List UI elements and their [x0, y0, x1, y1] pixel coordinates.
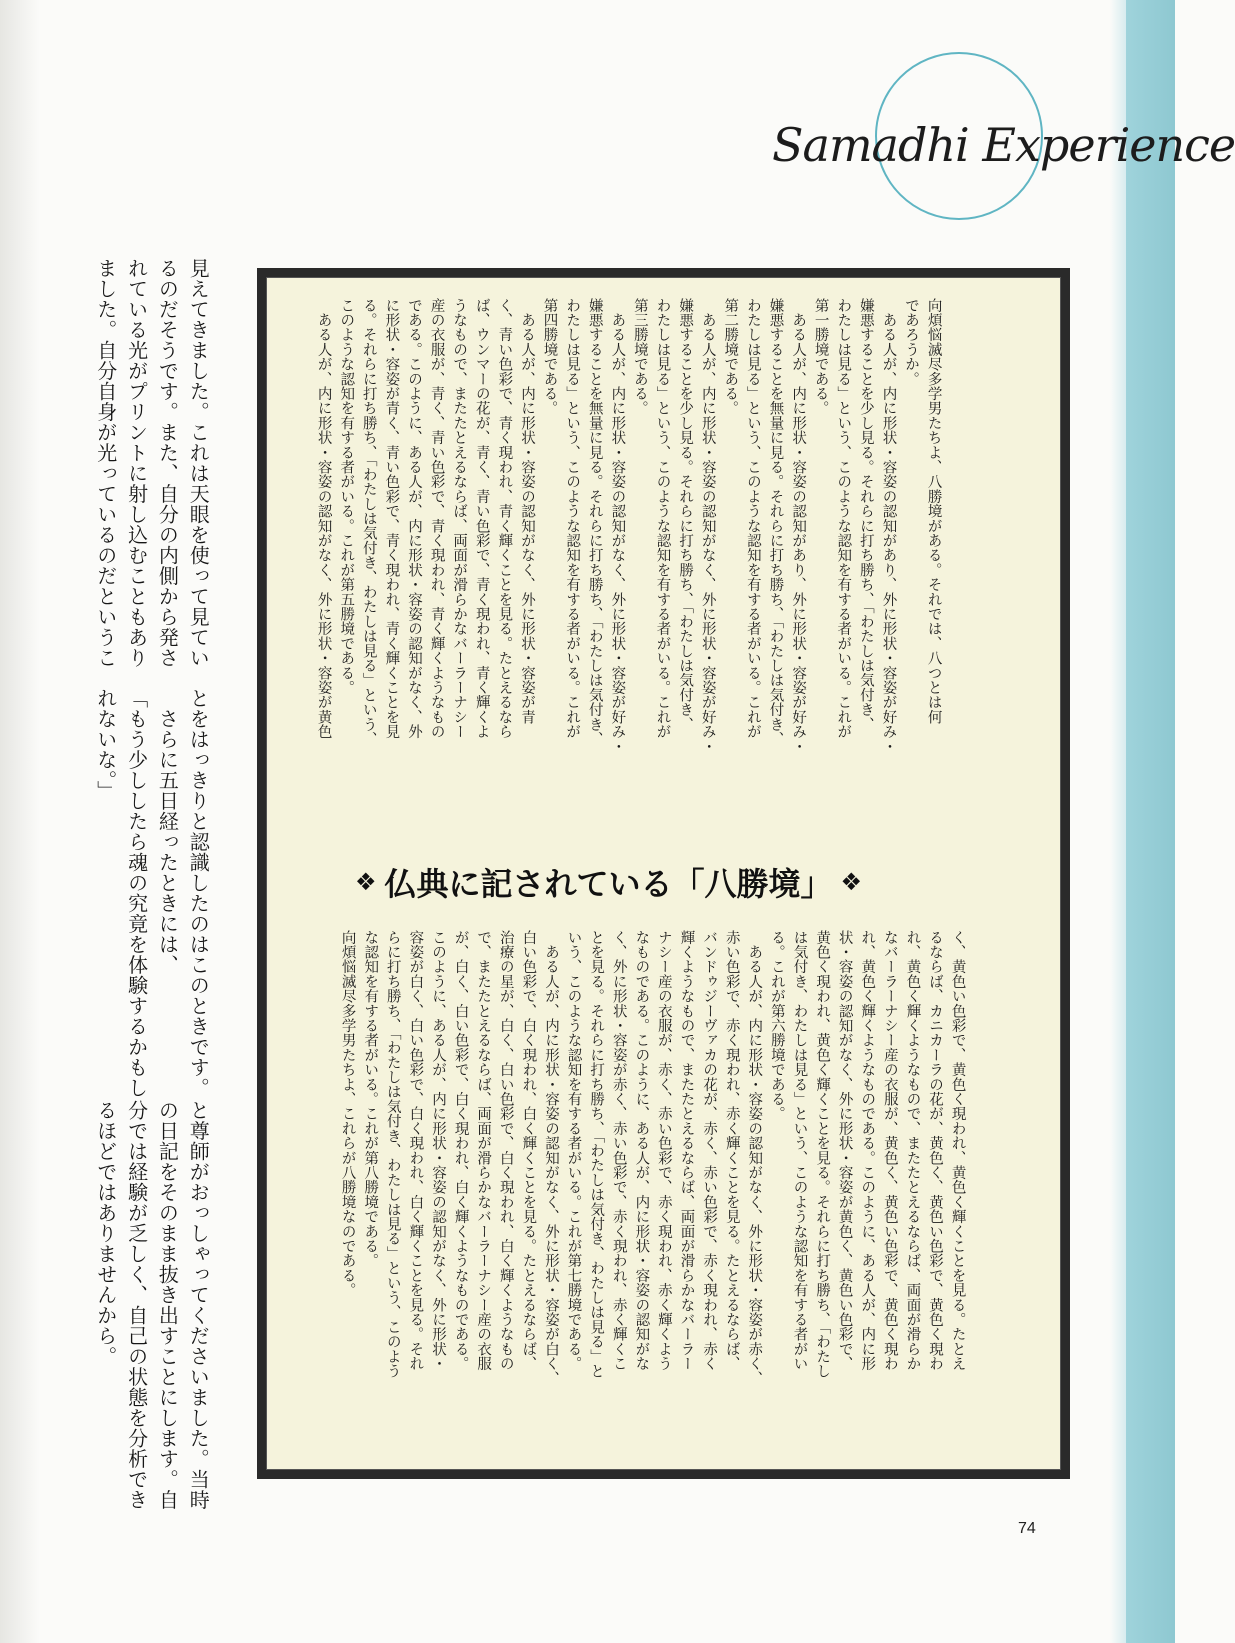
diamond-ornament-icon: ❖: [355, 868, 377, 896]
side-strip-fade: [1110, 0, 1126, 1643]
left-column-top-text: 見えてきました。これは天眼を使って見てい るのだそうです。また、自分の内側から発さ れている光がプリントに射し込むこともあり ました。自分自身が光っているのだというこ: [93, 258, 211, 668]
section-title: Samadhi Experience: [772, 118, 1235, 172]
box-heading-text: 仏典に記されている「八勝境」: [384, 865, 833, 903]
page-number: 74: [1018, 1520, 1036, 1537]
box-heading: [347, 852, 907, 912]
page-gutter-shadow: [0, 0, 40, 1643]
side-color-strip: [1126, 0, 1175, 1643]
box-lower-text: く、黄色い色彩で、黄色く現われ、黄色く輝くことを見る。たとえ るならば、カニカーラの花が、黄色く、黄色い色彩で、黄色く現わ れ、黄色く輝くようなもので、またたとえるならば、両面が滑らか なバーラーナシー産の衣服が、黄色く、黄色い色彩で、黄色く現わ れ、黄色く輝くようなものである。このように、ある人が、内に形 状・容姿の認知がなく、外に形状・容姿が黄色く、黄色い色彩で、 黄色く現われ、黄色く輝くことを見る。それらに打ち勝ち、「わたし は気付き、わたしは見る」という、このような認知を有する者がい る。これが第六勝境である。 ある人が、内に形状・容姿の認知がなく、外に形状・容姿が赤く、 赤い色彩で、赤く現われ、赤く輝くことを見る。たとえるならば、 バンドゥジーヴァカの花が、赤く、赤い色彩で、赤く現われ、赤く 輝くようなもので、またたとえるならば、両面が滑らかなバーラー ナシー産の衣服が、赤く、赤い色彩で、赤く現われ、赤く輝くよう なものである。このように、ある人が、内に形状・容姿の認知がな く、外に形状・容姿が赤く、赤い色彩で、赤く現われ、赤く輝くこ とを見る。それらに打ち勝ち、「わたしは気付き、わたしは見る」と いう、このような認知を有する者がいる。これが第七勝境である。 ある人が、内に形状・容姿の認知がなく、外に形状・容姿が白く、 白い色彩で、白く現われ、白く輝くことを見る。たとえるならば、 治療の星が、白く、白い色彩で、白く現われ、白く輝くようなもの で、またたとえるならば、両面が滑らかなバーラーナシー産の衣服 が、白く、白い色彩で、白く現われ、白く輝くようなものである。 このように、ある人が、内に形状・容姿の認知がなく、外に形状・ 容姿が白く、白い色彩で、白く現われ、白く輝くことを見る。それ らに打ち勝ち、「わたしは気付き、わたしは見る」という、このよう な認知を有する者がいる。これが第八勝境である。 向煩悩滅尽多学男たちよ、これらが八勝境なのである。: [339, 930, 966, 1386]
box-upper-text: 向煩悩滅尽多学男たちよ、八勝境がある。それでは、八つとは何 であろうか。 ある人が、内に形状・容姿の認知があり、外に形状・容姿が好み・ 嫌悪することを少し見る。それらに打ち勝ち、「わたしは気付き、 わたしは見る」という、このような認知を有する者がいる。これが 第一勝境である。 ある人が、内に形状・容姿の認知があり、外に形状・容姿が好み・ 嫌悪することを無量に見る。それらに打ち勝ち、「わたしは気付き、 わたしは見る」という、このような認知を有する者がいる。これが 第二勝境である。 ある人が、内に形状・容姿の認知がなく、外に形状・容姿が好み・ 嫌悪することを少し見る。それらに打ち勝ち、「わたしは気付き、 わたしは見る」という、このような認知を有する者がいる。これが 第三勝境である。 ある人が、内に形状・容姿の認知がなく、外に形状・容姿が好み・ 嫌悪することを無量に見る。それらに打ち勝ち、「わたしは気付き、 わたしは見る」という、このような認知を有する者がいる。これが 第四勝境である。 ある人が、内に形状・容姿の認知がなく、外に形状・容姿が青 く、青い色彩で、青く現われ、青く輝くことを見る。たとえるなら ば、ウンマーの花が、青く、青い色彩で、青く現われ、青く輝くよ うなもので、またたとえるならば、両面が滑らかなバーラーナシー 産の衣服が、青く、青い色彩で、青く現われ、青く輝くようなもの である。このように、ある人が、内に形状・容姿の認知がなく、外 に形状・容姿が青く、青い色彩で、青く現われ、青く輝くことを見 る。それらに打ち勝ち、「わたしは気付き、わたしは見る」という、 このような認知を有する者がいる。これが第五勝境である。 ある人が、内に形状・容姿の認知がなく、外に形状・容姿が黄色: [315, 298, 942, 754]
left-column-bottom-text: とをはっきりと認識したのはこのときです。 さらに五日経ったときには、 「もう少ししたら魂の究竟を体験するかもし れないな。」: [93, 688, 211, 1098]
diamond-ornament-icon: ❖: [840, 868, 863, 896]
left-column-last-text: と尊師がおっしゃってくださいました。当時 の日記をそのまま抜き出すことにします。自 分では経験が乏しく、自己の状態を分析でき るほどではありませんから。: [93, 1100, 211, 1510]
